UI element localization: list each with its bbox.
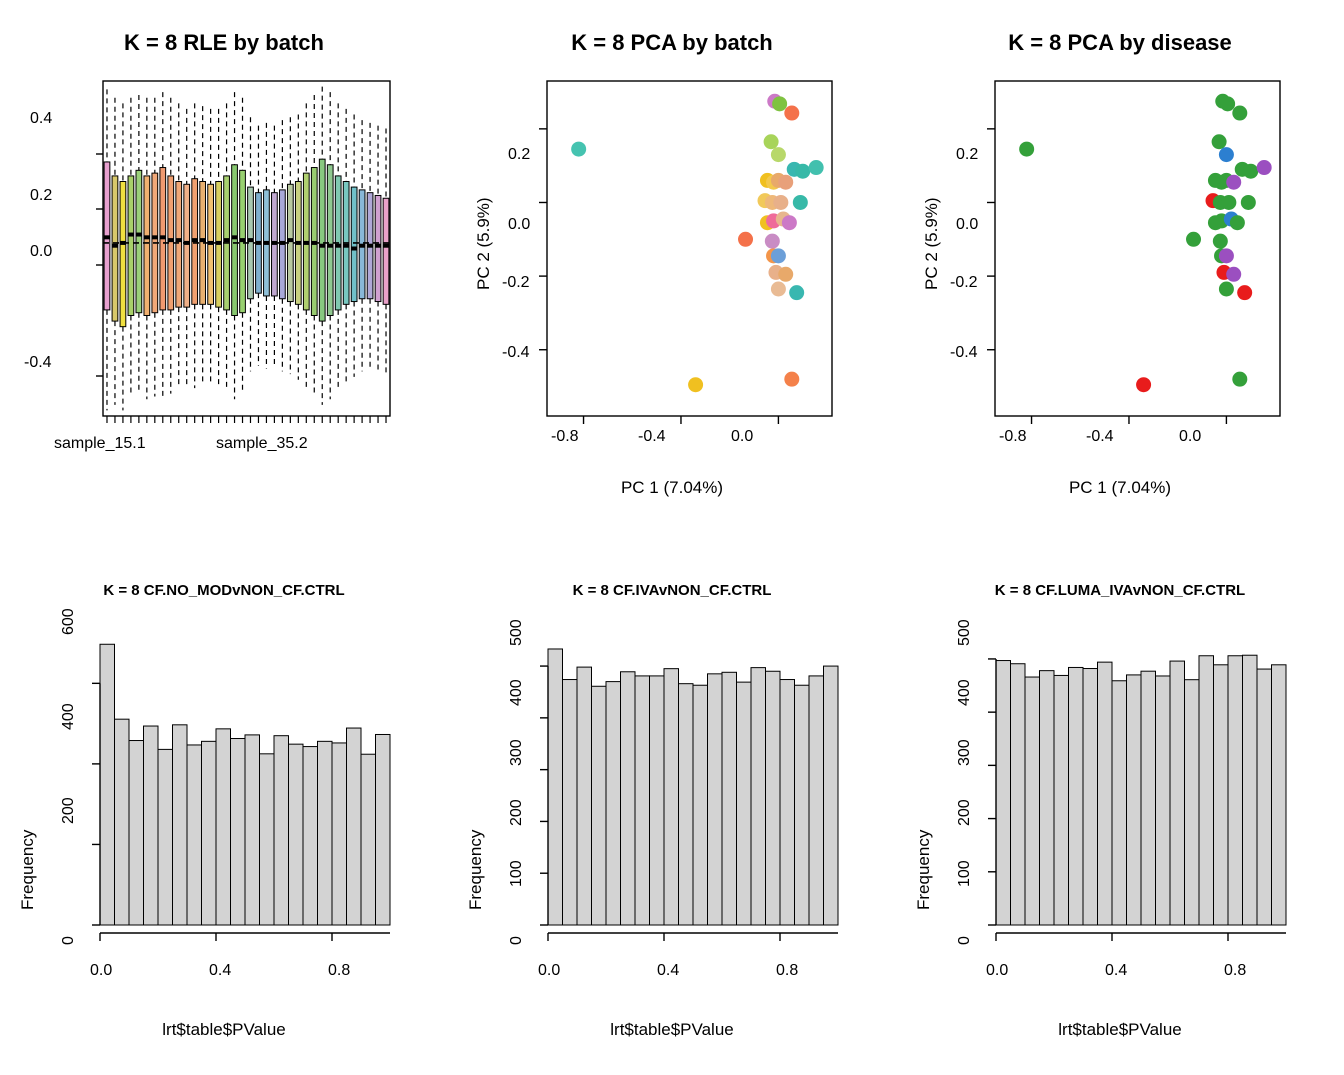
panel-title: K = 8 CF.LUMA_IVAvNON_CF.CTRL (994, 582, 1246, 599)
x-axis-label: lrt$table$PValue (610, 1020, 734, 1039)
panel-hist-iva (448, 540, 896, 1075)
y-axis-label: Frequency (18, 829, 37, 910)
panel-rle-by-batch (0, 0, 448, 520)
x-axis-label: PC 1 (7.04%) (1068, 478, 1172, 497)
y-tick-label: 0 (508, 936, 525, 945)
x-tick-label: 0.0 (1179, 428, 1202, 445)
x-tick-label: 0.4 (657, 962, 680, 979)
panel-title: K = 8 RLE by batch (124, 30, 324, 55)
y-tick-label: 100 (508, 860, 525, 887)
y-tick-label: 400 (508, 679, 525, 706)
y-tick-label: 500 (956, 619, 973, 646)
y-tick-label: 0.0 (956, 216, 979, 233)
x-tick-label: 0.8 (328, 962, 351, 979)
x-tick-label: 0.8 (1224, 962, 1247, 979)
x-tick-label: sample_15.1 (54, 435, 146, 452)
y-tick-label: 500 (508, 619, 525, 646)
x-tick-label: 0.0 (986, 962, 1009, 979)
x-tick-label: 0.0 (731, 428, 754, 445)
x-tick-label: -0.4 (1086, 428, 1114, 445)
y-axis-label: Frequency (914, 829, 933, 910)
y-tick-label: 0.2 (956, 146, 979, 163)
y-tick-label: 0.2 (508, 146, 531, 163)
panel-title: K = 8 PCA by disease (1008, 30, 1232, 55)
y-tick-label: 0 (956, 936, 973, 945)
y-tick-label: 100 (956, 860, 973, 887)
x-tick-label: 0.0 (90, 962, 113, 979)
panel-hist-no-mod (0, 540, 448, 1075)
y-tick-label: 600 (60, 608, 77, 635)
y-tick-label: 0.0 (30, 243, 53, 260)
y-tick-label: -0.2 (950, 274, 978, 291)
y-axis-label: PC 2 (5.9%) (474, 197, 493, 290)
x-axis-label: PC 1 (7.04%) (620, 478, 724, 497)
panel-title: K = 8 PCA by batch (571, 30, 773, 55)
y-tick-label: -0.4 (502, 344, 530, 361)
y-axis-label: PC 2 (5.9%) (922, 197, 941, 290)
panel-title: K = 8 CF.NO_MODvNON_CF.CTRL (103, 582, 345, 599)
x-tick-label: 0.4 (1105, 962, 1128, 979)
y-tick-label: 0 (60, 936, 77, 945)
hist1-plot-area (0, 625, 448, 965)
y-tick-label: -0.4 (24, 354, 52, 371)
x-tick-label: -0.8 (999, 428, 1027, 445)
y-tick-label: 0.4 (30, 110, 53, 127)
pca-batch-plot-area (448, 60, 896, 460)
rle-plot-area (0, 60, 448, 500)
y-tick-label: 200 (60, 797, 77, 824)
x-axis-label: lrt$table$PValue (1058, 1020, 1182, 1039)
y-tick-label: 0.2 (30, 187, 53, 204)
y-tick-label: 400 (956, 679, 973, 706)
y-axis-label: Frequency (466, 829, 485, 910)
hist3-plot-area (896, 625, 1344, 965)
x-tick-label: -0.8 (551, 428, 579, 445)
y-tick-label: -0.2 (502, 274, 530, 291)
x-tick-label: sample_35.2 (216, 435, 308, 452)
x-axis-label: lrt$table$PValue (162, 1020, 286, 1039)
panel-pca-by-batch (448, 0, 896, 520)
y-tick-label: -0.4 (950, 344, 978, 361)
x-tick-label: 0.0 (538, 962, 561, 979)
hist2-plot-area (448, 625, 896, 965)
x-tick-label: 0.4 (209, 962, 232, 979)
panel-pca-by-disease (896, 0, 1344, 520)
y-tick-label: 0.0 (508, 216, 531, 233)
y-tick-label: 400 (60, 703, 77, 730)
y-tick-label: 300 (956, 739, 973, 766)
y-tick-label: 200 (956, 799, 973, 826)
y-tick-label: 200 (508, 799, 525, 826)
pca-disease-plot-area (896, 60, 1344, 460)
x-tick-label: -0.4 (638, 428, 666, 445)
y-tick-label: 300 (508, 739, 525, 766)
panel-title: K = 8 CF.IVAvNON_CF.CTRL (572, 582, 772, 599)
x-tick-label: 0.8 (776, 962, 799, 979)
panel-hist-luma-iva (896, 540, 1344, 1075)
